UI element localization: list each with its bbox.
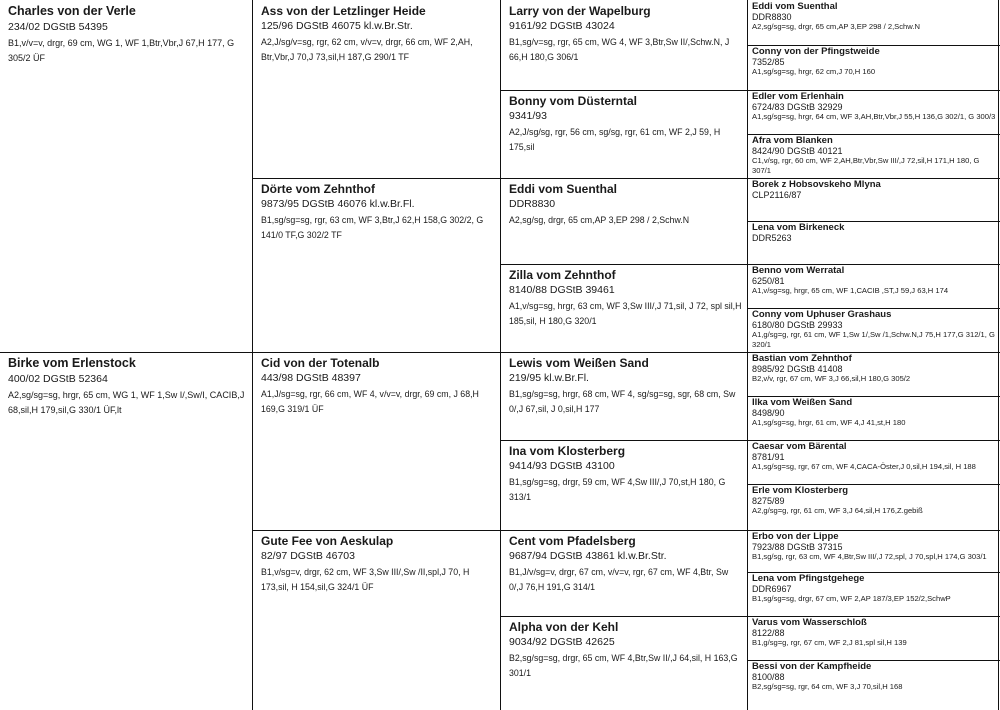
- pedigree-gen4-5: [748, 178, 1000, 221]
- gen3-5-registration: 219/95 kl.w.Br.Fl.: [509, 372, 589, 384]
- grid-line-v1: [252, 0, 253, 710]
- pedigree-gen4-14: [748, 572, 1000, 616]
- gen4-3-name: Edler vom Erlenhain: [752, 91, 844, 102]
- gen4-1-registration: DDR8830: [752, 12, 792, 22]
- pedigree-gen3-6: [501, 440, 748, 530]
- gen4-15-name: Varus vom Wasserschloß: [752, 617, 867, 628]
- gen4-14-name: Lena vom Pfingstgehege: [752, 573, 865, 584]
- dam-name: Birke vom Erlenstock: [8, 356, 136, 370]
- grid-line-h-g2-2: [252, 530, 1000, 531]
- grid-line-v2: [500, 0, 501, 710]
- gen4-6-name: Lena vom Birkeneck: [752, 222, 845, 233]
- gen3-8-registration: 9034/92 DGStB 42625: [509, 636, 615, 648]
- gen3-8-details: B2,sg/sg=sg, drgr, 65 cm, WF 4,Btr,Sw II/,J 64,sil, H 163,G 301/1: [509, 653, 738, 678]
- dam-sire-name: Cid von der Totenalb: [261, 356, 380, 370]
- gen4-3-registration: 6724/83 DGStB 32929: [752, 102, 843, 112]
- pedigree-gen3-3: [501, 178, 748, 264]
- gen4-11-details: A1,sg/sg=sg, rgr, 67 cm, WF 4,CACA-Öster,J 0,sil,H 194,sil, H 188: [752, 462, 976, 471]
- grid-line-h-middle: [0, 352, 1000, 353]
- gen3-7-details: B1,J/v/sg=v, drgr, 67 cm, v/v=v, rgr, 67 cm, WF 4,Btr, Sw 0/,J 76,H 191,G 314/1: [509, 567, 729, 592]
- gen3-7-name: Cent vom Pfadelsberg: [509, 534, 636, 548]
- gen3-5-details: B1,sg/sg=sg, hrgr, 68 cm, WF 4, sg/sg=sg, sgr, 68 cm, Sw 0/,J 67,sil, J 0,sil,H 177: [509, 389, 736, 414]
- dam-sire-details: A1,J/sg=sg, rgr, 66 cm, WF 4, v/v=v, drgr, 69 cm, J 68,H 169,G 319/1 ÜF: [261, 389, 479, 414]
- dam-dam-details: B1,v/sg=v, drgr, 62 cm, WF 3,Sw III/,Sw /II,spl,J 70, H 173,sil, H 154,sil,G 324/1 ÜF: [261, 567, 470, 592]
- pedigree-gen3-2: [501, 90, 748, 178]
- gen3-2-registration: 9341/93: [509, 110, 547, 122]
- gen3-3-registration: DDR8830: [509, 198, 556, 210]
- gen3-8-name: Alpha von der Kehl: [509, 620, 619, 634]
- gen4-8-details: A1,g/sg=g, rgr, 61 cm, WF 1,Sw 1/,Sw /1,Schw.N,J 75,H 177,G 312/1, G 320/1: [752, 330, 995, 349]
- gen4-10-registration: 8498/90: [752, 408, 785, 418]
- gen4-4-name: Afra vom Blanken: [752, 135, 833, 146]
- grid-line-h-g4-3: [747, 221, 1000, 222]
- sire-name: Charles von der Verle: [8, 4, 136, 18]
- sire-details: B1,v/v=v, drgr, 69 cm, WG 1, WF 1,Btr,Vbr,J 67,H 177, G 305/2 ÜF: [8, 38, 235, 63]
- pedigree-sire-dam: [253, 178, 501, 352]
- pedigree-dam-dam: [253, 530, 501, 710]
- gen4-8-registration: 6180/80 DGStB 29933: [752, 320, 843, 330]
- dam-details: A2,sg/sg=sg, hrgr, 65 cm, WG 1, WF 1,Sw I/,Sw/I, CACIB,J 68,sil,H 179,sil,G 330/1 ÜF,lt: [8, 390, 245, 415]
- gen4-13-registration: 7923/88 DGStB 37315: [752, 542, 843, 552]
- gen4-2-details: A1,sg/sg=sg, hrgr, 62 cm,J 70,H 160: [752, 67, 876, 76]
- gen4-16-details: B2,sg/sg=sg, rgr, 64 cm, WF 3,J 70,sil,H 168: [752, 682, 903, 691]
- grid-line-h-g4-6: [747, 484, 1000, 485]
- gen3-1-name: Larry von der Wapelburg: [509, 4, 651, 18]
- grid-line-h-g3-2: [500, 264, 1000, 265]
- pedigree-dam: [0, 352, 253, 710]
- pedigree-gen4-13: [748, 530, 1000, 572]
- gen3-2-name: Bonny vom Düsterntal: [509, 94, 638, 108]
- pedigree-gen3-8: [501, 616, 748, 710]
- gen4-9-name: Bastian vom Zehnthof: [752, 353, 852, 364]
- gen4-2-name: Conny von der Pfingstweide: [752, 46, 880, 57]
- pedigree-gen4-10: [748, 396, 1000, 440]
- gen3-3-details: A2,sg/sg, drgr, 65 cm,AP 3,EP 298 / 2,Schw.N: [509, 215, 690, 225]
- grid-line-h-g4-4: [747, 308, 1000, 309]
- grid-line-h-g2-1: [252, 178, 1000, 179]
- pedigree-gen4-9: [748, 352, 1000, 396]
- gen4-7-name: Benno vom Werratal: [752, 265, 845, 276]
- sire-dam-name: Dörte vom Zehnthof: [261, 182, 375, 196]
- gen3-1-details: B1,sg/v=sg, rgr, 65 cm, WG 4, WF 3,Btr,Sw II/,Schw.N, J 66,H 180,G 306/1: [509, 37, 730, 62]
- gen4-15-registration: 8122/88: [752, 628, 785, 638]
- pedigree-sire: [0, 0, 253, 352]
- gen4-5-registration: CLP2116/87: [752, 190, 802, 200]
- gen4-15-details: B1,g/sg=g, rgr, 67 cm, WF 2,J 81,spl sil,H 139: [752, 638, 907, 647]
- pedigree-gen4-11: [748, 440, 1000, 484]
- gen4-4-details: C1,v/sg, rgr, 60 cm, WF 2,AH,Btr,Vbr,Sw III/,J 72,sil,H 171,H 180, G 307/1: [752, 156, 980, 175]
- gen4-16-name: Bessi von der Kampfheide: [752, 661, 872, 672]
- gen4-14-registration: DDR6967: [752, 584, 792, 594]
- pedigree-gen4-1: [748, 0, 1000, 45]
- sire-sire-name: Ass von der Letzlinger Heide: [261, 4, 426, 18]
- gen4-9-details: B2,v/v, rgr, 67 cm, WF 3,J 66,sil,H 180,G 305/2: [752, 374, 911, 383]
- gen4-7-registration: 6250/81: [752, 276, 785, 286]
- gen3-3-name: Eddi vom Suenthal: [509, 182, 618, 196]
- gen4-13-details: B1,sg/sg, rgr, 63 cm, WF 4,Btr,Sw III/,J 72,spl, J 70,spl,H 174,G 303/1: [752, 552, 987, 561]
- grid-line-v3: [747, 0, 748, 710]
- pedigree-gen3-7: [501, 530, 748, 616]
- gen4-7-details: A1,v/sg=sg, hrgr, 65 cm, WF 1,CACIB ,ST,J 59,J 63,H 174: [752, 286, 949, 295]
- gen4-4-registration: 8424/90 DGStB 40121: [752, 146, 843, 156]
- gen4-10-details: A1,sg/sg=sg, hrgr, 61 cm, WF 4,J 41,st,H 180: [752, 418, 906, 427]
- gen3-1-registration: 9161/92 DGStB 43024: [509, 20, 615, 32]
- gen3-6-details: B1,sg/sg=sg, drgr, 59 cm, WF 4,Sw III/,J 70,st,H 180, G 313/1: [509, 477, 726, 502]
- pedigree-gen4-16: [748, 660, 1000, 710]
- grid-line-v4: [998, 0, 999, 710]
- gen3-6-registration: 9414/93 DGStB 43100: [509, 460, 615, 472]
- pedigree-gen4-15: [748, 616, 1000, 660]
- dam-registration: 400/02 DGStB 52364: [8, 373, 108, 385]
- dam-sire-registration: 443/98 DGStB 48397: [261, 372, 361, 384]
- pedigree-gen3-4: [501, 264, 748, 352]
- sire-registration: 234/02 DGStB 54395: [8, 21, 108, 33]
- sire-dam-details: B1,sg/sg=sg, rgr, 63 cm, WF 3,Btr,J 62,H 158,G 302/2, G 141/0 TF,G 302/2 TF: [261, 215, 484, 240]
- gen4-12-name: Erle vom Klosterberg: [752, 485, 849, 496]
- gen3-4-name: Zilla vom Zehnthof: [509, 268, 616, 282]
- gen4-16-registration: 8100/88: [752, 672, 785, 682]
- pedigree-gen4-7: [748, 264, 1000, 308]
- gen4-1-name: Eddi vom Suenthal: [752, 1, 838, 12]
- gen4-2-registration: 7352/85: [752, 57, 785, 67]
- pedigree-gen4-8: [748, 308, 1000, 352]
- gen4-12-details: A2,g/sg=g, rgr, 61 cm, WF 3,J 64,sil,H 176,Z.gebiß: [752, 506, 923, 515]
- gen4-11-registration: 8781/91: [752, 452, 785, 462]
- gen4-11-name: Caesar vom Bärental: [752, 441, 847, 452]
- gen4-14-details: B1,sg/sg=sg, drgr, 67 cm, WF 2,AP 187/3,EP 152/2,SchwP: [752, 594, 951, 603]
- pedigree-gen4-3: [748, 90, 1000, 134]
- pedigree-sire-sire: [253, 0, 501, 178]
- gen4-13-name: Erbo von der Lippe: [752, 531, 839, 542]
- grid-line-h-g3-4: [500, 616, 1000, 617]
- grid-line-h-g4-7: [747, 572, 1000, 573]
- pedigree-dam-sire: [253, 352, 501, 530]
- pedigree-gen3-1: [501, 0, 748, 90]
- gen3-5-name: Lewis vom Weißen Sand: [509, 356, 649, 370]
- gen4-10-name: Ilka vom Weißen Sand: [752, 397, 853, 408]
- gen4-1-details: A2,sg/sg=sg, drgr, 65 cm,AP 3,EP 298 / 2,Schw.N: [752, 22, 920, 31]
- gen4-3-details: A1,sg/sg=sg, hrgr, 64 cm, WF 3,AH,Btr,Vbr,J 55,H 136,G 302/1, G 300/3: [752, 112, 996, 121]
- grid-line-h-g4-1: [747, 45, 1000, 46]
- gen3-6-name: Ina vom Klosterberg: [509, 444, 626, 458]
- sire-dam-registration: 9873/95 DGStB 46076 kl.w.Br.Fl.: [261, 198, 415, 210]
- gen4-9-registration: 8985/92 DGStB 41408: [752, 364, 843, 374]
- gen3-2-details: A2,J/sg/sg, rgr, 56 cm, sg/sg, rgr, 61 cm, WF 2,J 59, H 175,sil: [509, 127, 721, 152]
- dam-dam-name: Gute Fee von Aeskulap: [261, 534, 394, 548]
- gen4-12-registration: 8275/89: [752, 496, 785, 506]
- gen3-4-registration: 8140/88 DGStB 39461: [509, 284, 615, 296]
- dam-dam-registration: 82/97 DGStB 46703: [261, 550, 355, 562]
- pedigree-gen3-5: [501, 352, 748, 440]
- gen4-5-name: Borek z Hobsovskeho Mlyna: [752, 179, 881, 190]
- gen3-7-registration: 9687/94 DGStB 43861 kl.w.Br.Str.: [509, 550, 667, 562]
- sire-sire-details: A2,J/sg/v=sg, rgr, 62 cm, v/v=v, drgr, 66 cm, WF 2,AH, Btr,Vbr,J 70,J 73,sil,H 187,G 290/1 TF: [261, 37, 473, 62]
- grid-line-h-g3-3: [500, 440, 1000, 441]
- grid-line-h-g4-5: [747, 396, 1000, 397]
- pedigree-gen4-6: [748, 221, 1000, 264]
- grid-line-h-g3-1: [500, 90, 1000, 91]
- grid-line-h-g4-2: [747, 134, 1000, 135]
- pedigree-gen4-4: [748, 134, 1000, 178]
- gen4-6-registration: DDR5263: [752, 233, 792, 243]
- gen3-4-details: A1,v/sg=sg, hrgr, 63 cm, WF 3,Sw III/,J 71,sil, J 72, spl sil,H 185,sil, H 180,G 320/1: [509, 301, 742, 326]
- pedigree-gen4-2: [748, 45, 1000, 90]
- grid-line-h-g4-8: [747, 660, 1000, 661]
- pedigree-gen4-12: [748, 484, 1000, 530]
- sire-sire-registration: 125/96 DGStB 46075 kl.w.Br.Str.: [261, 20, 413, 32]
- gen4-8-name: Conny vom Uphuser Grashaus: [752, 309, 892, 320]
